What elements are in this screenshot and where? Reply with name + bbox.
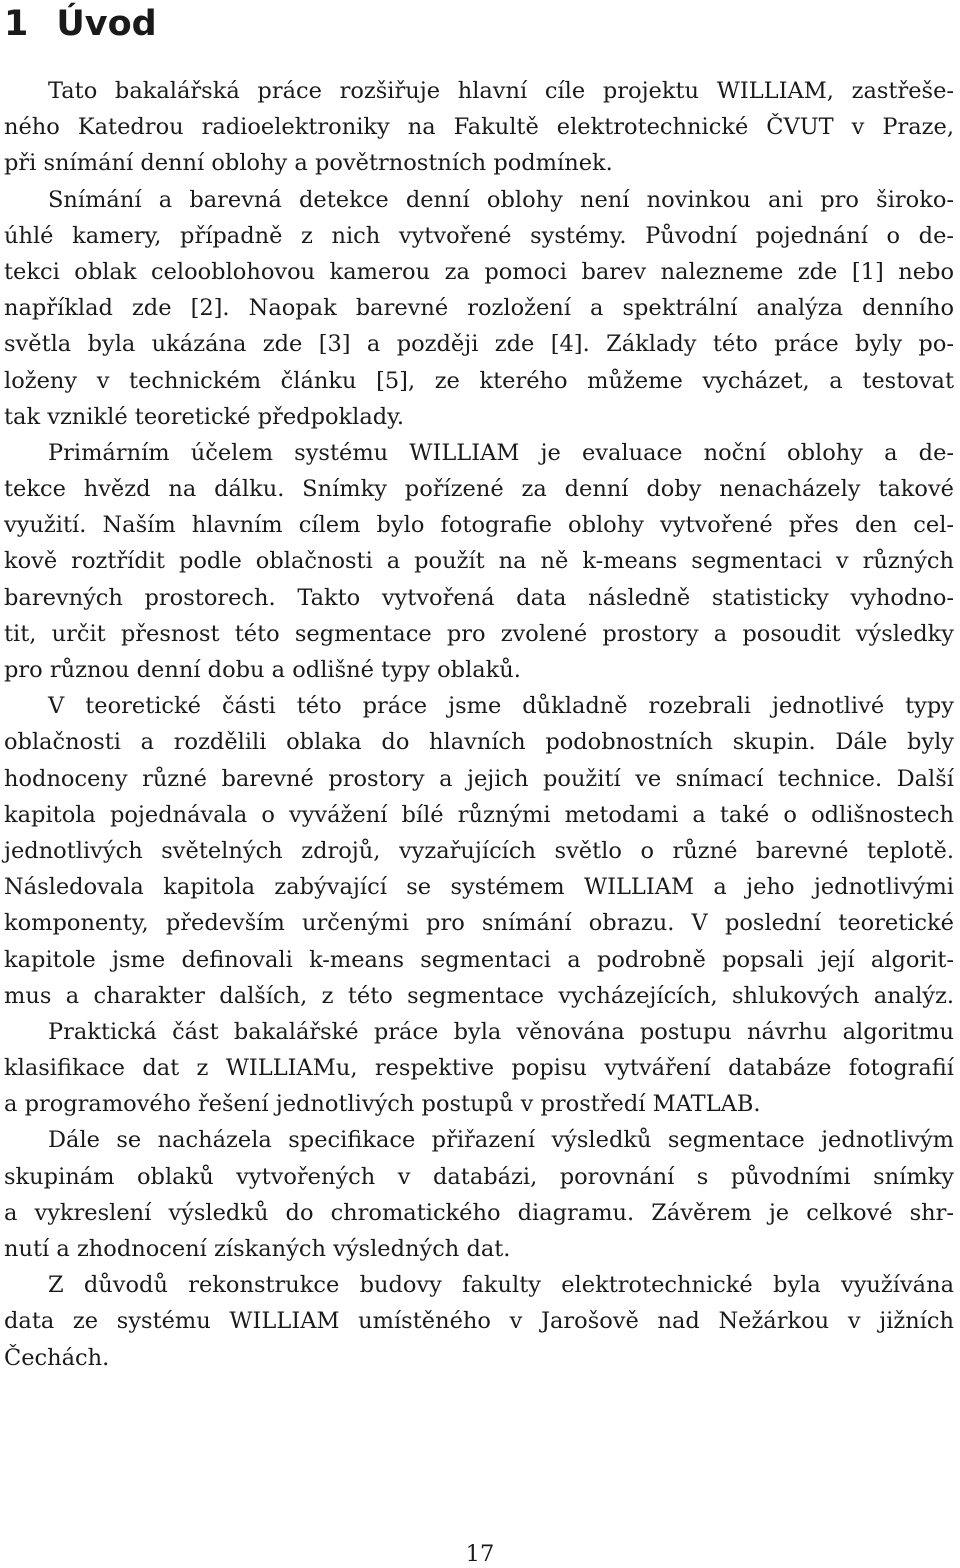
text-line: data ze systému WILLIAM umístěného v Jarošově nad Nežárkou v jižních (4, 1308, 954, 1335)
chapter-title: Úvod (56, 4, 157, 44)
text-line: Praktická část bakalářské práce byla věnována postupu návrhu algoritmu (48, 1018, 954, 1045)
text-line: světla byla ukázána zde [3] a později zde [4]. Základy této práce byly po- (4, 331, 954, 358)
text-line: skupinám oblaků vytvořených v databázi, porovnání s původními snímky (4, 1163, 954, 1190)
text-line: a programového řešení jednotlivých postupů v prostředí MATLAB. (4, 1091, 761, 1118)
text-line: ného Katedrou radioelektroniky na Fakultě elektrotechnické ČVUT v Praze, (4, 114, 954, 141)
text-line: kově roztřídit podle oblačnosti a použít na ně k-means segmentaci v různých (4, 548, 954, 575)
text-line: kapitole jsme definovali k-means segmentaci a podrobně popsali její algorit- (4, 946, 954, 973)
text-line: pro různou denní dobu a odlišné typy oblaků. (4, 657, 521, 683)
text-line: nutí a zhodnocení získaných výsledných dat. (4, 1236, 511, 1262)
text-line: hodnoceny různé barevné prostory a jejich použití ve snímací technice. Další (4, 765, 954, 792)
text-line: jednotlivých světelných zdrojů, vyzařujících světlo o různé barevné teplotě. (4, 837, 954, 864)
text-line: tekce hvězd na dálku. Snímky pořízené za denní doby nenacházely takové (4, 476, 954, 503)
text-line: oblačnosti a rozdělili oblaka do hlavních podobnostních skupin. Dále byly (4, 729, 954, 756)
text-line: tak vzniklé teoretické předpoklady. (4, 403, 405, 430)
text-line: mus a charakter dalších, z této segmentace vycházejících, shlukových analýz. (4, 982, 954, 1009)
text-line: tekci oblak celooblohovou kamerou za pomoci barev nalezneme zde [1] nebo (4, 258, 954, 285)
chapter-heading (4, 2, 157, 46)
text-line: a vykreslení výsledků do chromatického diagramu. Závěrem je celkové shr- (4, 1199, 954, 1226)
chapter-number: 1 (4, 4, 29, 44)
text-line: Čechách. (4, 1344, 110, 1371)
text-line: Dále se nacházela specifikace přiřazení výsledků segmentace jednotlivým (48, 1127, 954, 1154)
text-line: Z důvodů rekonstrukce budovy fakulty elektrotechnické byla využívána (48, 1272, 954, 1299)
text-line: komponenty, především určenými pro snímání obrazu. V poslední teoretické (4, 910, 954, 937)
text-line: Tato bakalářská práce rozšiřuje hlavní cíle projektu WILLIAM, zastřeše- (48, 78, 954, 104)
chapter-body (4, 73, 954, 1376)
text-line: kapitola pojednávala o vyvážení bílé různými metodami a také o odlišnostech (4, 801, 954, 828)
text-line: využití. Naším hlavním cílem bylo fotografie oblohy vytvořené přes den cel- (4, 512, 954, 539)
page-number: 17 (465, 1541, 495, 1567)
text-line: při snímání denní oblohy a povětrnostních podmínek. (4, 150, 613, 177)
text-line: barevných prostorech. Takto vytvořená data následně statisticky vyhodno- (4, 584, 954, 611)
text-line: V teoretické části této práce jsme důkladně rozebrali jednotlivé typy (48, 693, 954, 720)
text-line: například zde [2]. Naopak barevné rozložení a spektrální analýza denního (4, 295, 954, 322)
text-line: úhlé kamery, případně z nich vytvořené systémy. Původní pojednání o de- (4, 222, 954, 249)
text-line: loženy v technickém článku [5], ze kterého můžeme vycházet, a testovat (4, 367, 954, 394)
text-line: Snímání a barevná detekce denní oblohy není novinkou ani pro široko- (48, 186, 954, 213)
text-line: Primárním účelem systému WILLIAM je evaluace noční oblohy a de- (48, 439, 954, 466)
text-line: tit, určit přesnost této segmentace pro zvolené prostory a posoudit výsledky (4, 620, 954, 647)
text-line: klasifikace dat z WILLIAMu, respektive popisu vytváření databáze fotografií (4, 1055, 954, 1082)
text-line: Následovala kapitola zabývající se systémem WILLIAM a jeho jednotlivými (4, 874, 954, 901)
